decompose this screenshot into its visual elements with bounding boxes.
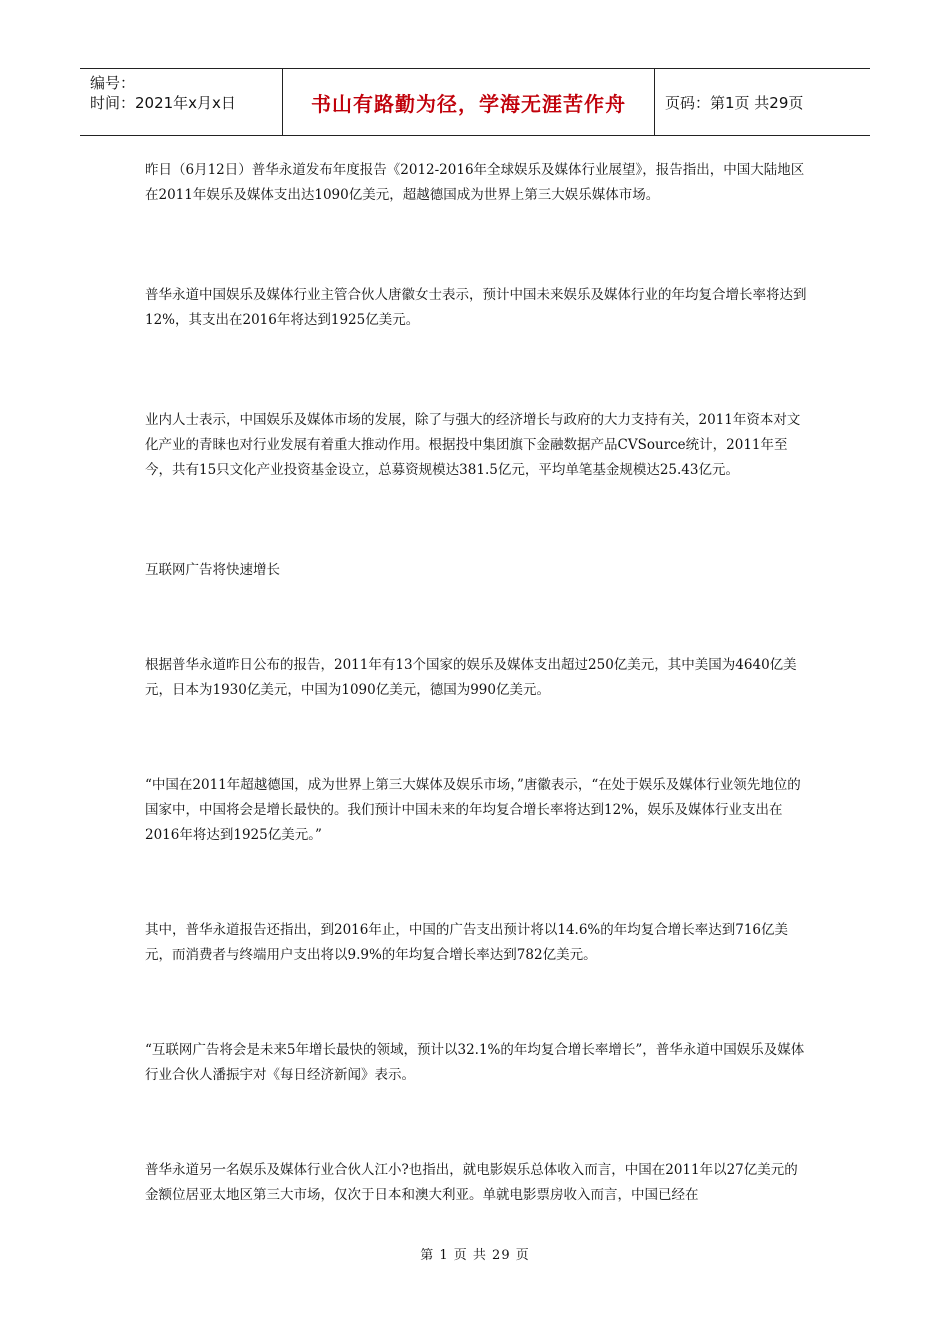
page-header [80,68,870,136]
page-footer: 第 1 页 共 29 页 [420,1248,530,1263]
document-body [145,158,810,1208]
paragraph: 普华永道另一名娱乐及媒体行业合伙人江小?也指出，就电影娱乐总体收入而言，中国在2011年以27亿美元的金额位居亚太地区第三大市场，仅次于日本和澳大利亚。单就电影票房收入而言，中国已经在 [145,1162,798,1203]
paragraph: 其中，普华永道报告还指出，到2016年止，中国的广告支出预计将以14.6%的年均复合增长率达到716亿美元，而消费者与终端用户支出将以9.9%的年均复合增长率达到782亿美元。 [145,922,789,963]
paragraph: 普华永道中国娱乐及媒体行业主管合伙人唐徽女士表示，预计中国未来娱乐及媒体行业的年均复合增长率将达到12%，其支出在2016年将达到1925亿美元。 [145,287,807,328]
date-label: 时间：2021年x月x日 [90,94,236,112]
header-meta [80,69,282,135]
paragraph: “中国在2011年超越德国，成为世界上第三大媒体及娱乐市场，”唐徽表示，“在处于娱乐及媒体行业领先地位的国家中，中国将会是增长最快的。我们预计中国未来的年均复合增长率将达到12%，娱乐及媒体行业支出在2016年将达到1925亿美元。” [145,777,801,843]
serial-label: 编号： [90,74,136,92]
paragraph: 业内人士表示，中国娱乐及媒体市场的发展，除了与强大的经济增长与政府的大力支持有关，2011年资本对文化产业的青睐也对行业发展有着重大推动作用。根据投中集团旗下金融数据产品CVSource统计，2011年至今，共有15只文化产业投资基金设立，总募资规模达381.5亿元，平均单笔基金规模达25.43亿元。 [145,412,801,478]
paragraph: “互联网广告将会是未来5年增长最快的领域，预计以32.1%的年均复合增长率增长”，普华永道中国娱乐及媒体行业合伙人潘振宇对《每日经济新闻》表示。 [145,1042,805,1083]
section-heading: 互联网广告将快速增长 [145,562,280,578]
header-motto: 书山有路勤为径，学海无涯苦作舟 [311,91,626,116]
paragraph: 根据普华永道昨日公布的报告，2011年有13个国家的娱乐及媒体支出超过250亿美元，其中美国为4640亿美元，日本为1930亿美元，中国为1090亿美元，德国为990亿美元。 [145,657,797,698]
header-page-info: 页码：第1页 共29页 [665,93,804,112]
paragraph: 昨日（6月12日）普华永道发布年度报告《2012-2016年全球娱乐及媒体行业展望》，报告指出，中国大陆地区在2011年娱乐及媒体支出达1090亿美元，超越德国成为世界上第三大娱乐媒体市场。 [145,162,805,203]
